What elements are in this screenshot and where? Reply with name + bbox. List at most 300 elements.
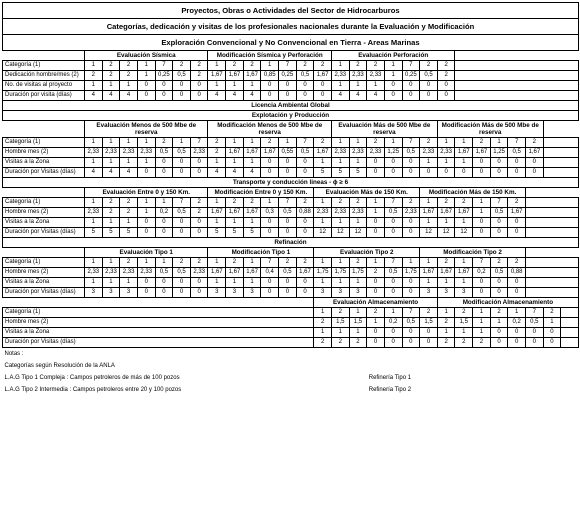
cell-almacenamiento-duracion: 2 [455, 338, 473, 348]
cell-explotacion-categoria: 2 [526, 138, 544, 148]
transporte-title: Transporte y conducción lineas - ϕ ≥ 6 [3, 178, 579, 188]
cell-transporte-categoria: 1 [261, 198, 279, 208]
cell-refinacion-categoria: 1 [402, 258, 420, 268]
empty-cell [526, 278, 579, 288]
cell-almacenamiento-categoria: 7 [402, 308, 420, 318]
cell-transporte-categoria: 7 [173, 198, 191, 208]
cell-refinacion-visitas: 0 [137, 278, 155, 288]
cell-exploracion-duracion: 4 [120, 91, 138, 101]
cell-transporte-visitas: 0 [296, 218, 314, 228]
row-label-almacenamiento-hombre: Hombre mes (2) [3, 318, 314, 328]
cell-explotacion-categoria: 1 [437, 138, 455, 148]
cell-transporte-categoria: 1 [367, 198, 385, 208]
cell-transporte-visitas: 1 [208, 218, 226, 228]
cell-exploracion-duracion: 0 [437, 91, 455, 101]
cell-almacenamiento-categoria: 2 [543, 308, 561, 318]
cell-refinacion-duracion: 3 [243, 288, 261, 298]
cell-transporte-duracion: 12 [349, 228, 367, 238]
cell-exploracion-duracion: 4 [367, 91, 385, 101]
cell-refinacion-hombre: 0,4 [261, 268, 279, 278]
cell-explotacion-visitas: 0 [508, 158, 526, 168]
cell-explotacion-categoria: 1 [490, 138, 508, 148]
cell-explotacion-duracion: 0 [420, 168, 438, 178]
cell-exploracion-duracion: 0 [384, 91, 402, 101]
cell-exploracion-dedicacion: 0,5 [296, 71, 314, 81]
cell-explotacion-duracion: 4 [226, 168, 244, 178]
cell-refinacion-hombre: 2 [367, 268, 385, 278]
header-eval-almacenamiento: Evaluación Almacenamiento [314, 298, 437, 308]
cell-refinacion-duracion: 3 [437, 288, 455, 298]
cell-exploracion-dedicacion: 2 [190, 71, 208, 81]
cell-exploracion-categoria: 7 [279, 61, 297, 71]
empty-cell [526, 218, 579, 228]
cell-refinacion-categoria: 1 [420, 258, 438, 268]
cell-almacenamiento-categoria: 1 [437, 308, 455, 318]
cell-transporte-categoria: 2 [437, 198, 455, 208]
cell-transporte-categoria: 1 [314, 198, 332, 208]
cell-refinacion-visitas: 0 [508, 278, 526, 288]
cell-transporte-visitas: 0 [261, 218, 279, 228]
cell-explotacion-hombre: 1,25 [384, 148, 402, 158]
cell-refinacion-duracion: 0 [190, 288, 208, 298]
cell-refinacion-categoria: 2 [437, 258, 455, 268]
cell-almacenamiento-duracion: 0 [384, 338, 402, 348]
cell-transporte-hombre: 0,88 [296, 208, 314, 218]
cell-refinacion-duracion: 0 [155, 288, 173, 298]
licencia-title: Licencia Ambiental Global [3, 101, 579, 111]
cell-transporte-visitas: 1 [120, 218, 138, 228]
row-label-explotacion-visitas: Visitas a la Zona [3, 158, 85, 168]
cell-refinacion-categoria: 7 [473, 258, 491, 268]
cell-transporte-visitas: 1 [314, 218, 332, 228]
header-eval-0-150: Evaluación Entre 0 y 150 Km. [85, 188, 208, 198]
cell-explotacion-hombre: 1,25 [490, 148, 508, 158]
cell-transporte-duracion: 12 [437, 228, 455, 238]
cell-refinacion-visitas: 0 [402, 278, 420, 288]
cell-explotacion-categoria: 2 [367, 138, 385, 148]
header-evaluacion-perforacion: Evaluación Perforación [331, 51, 454, 61]
sub-title: Categorías, dedicación y visitas de los profesionales nacionales durante la Evaluación y Modificación [3, 19, 579, 35]
cell-explotacion-duracion: 0 [473, 168, 491, 178]
cell-explotacion-categoria: 1 [455, 138, 473, 148]
cell-refinacion-visitas: 1 [437, 278, 455, 288]
cell-explotacion-hombre: 2,33 [420, 148, 438, 158]
cell-explotacion-hombre: 1,67 [261, 148, 279, 158]
cell-explotacion-visitas: 1 [420, 158, 438, 168]
cell-almacenamiento-visitas: 0 [526, 328, 544, 338]
cell-explotacion-categoria: 1 [279, 138, 297, 148]
empty-cell [455, 71, 579, 81]
cell-explotacion-categoria: 2 [473, 138, 491, 148]
cell-refinacion-visitas: 1 [420, 278, 438, 288]
cell-almacenamiento-visitas: 1 [437, 328, 455, 338]
cell-explotacion-visitas: 0 [490, 158, 508, 168]
cell-explotacion-categoria: 1 [137, 138, 155, 148]
row-label-almacenamiento-visitas: Visitas a la Zona [3, 328, 314, 338]
cell-explotacion-hombre: 2,33 [190, 148, 208, 158]
cell-refinacion-hombre: 2,33 [102, 268, 120, 278]
cell-explotacion-categoria: 7 [508, 138, 526, 148]
cell-explotacion-hombre: 2,33 [102, 148, 120, 158]
cell-refinacion-visitas: 1 [85, 278, 103, 288]
cell-refinacion-hombre: 1,75 [402, 268, 420, 278]
cell-almacenamiento-visitas: 0 [402, 328, 420, 338]
cell-explotacion-duracion: 0 [437, 168, 455, 178]
cell-refinacion-duracion: 0 [367, 288, 385, 298]
cell-refinacion-hombre: 0,88 [508, 268, 526, 278]
cell-almacenamiento-categoria: 2 [490, 308, 508, 318]
cell-refinacion-duracion: 0 [508, 288, 526, 298]
cell-explotacion-hombre: 1,67 [243, 148, 261, 158]
cell-explotacion-categoria: 1 [331, 138, 349, 148]
cell-refinacion-categoria: 1 [455, 258, 473, 268]
cell-exploracion-duracion: 0 [314, 91, 332, 101]
cell-refinacion-visitas: 0 [279, 278, 297, 288]
cell-exploracion-visitas: 1 [226, 81, 244, 91]
empty-cell [526, 258, 579, 268]
cell-transporte-visitas: 1 [455, 218, 473, 228]
cell-refinacion-duracion: 0 [173, 288, 191, 298]
cell-almacenamiento-categoria: 1 [384, 308, 402, 318]
cell-exploracion-duracion: 4 [208, 91, 226, 101]
cell-refinacion-duracion: 0 [279, 288, 297, 298]
cell-exploracion-visitas: 1 [102, 81, 120, 91]
cell-explotacion-visitas: 1 [243, 158, 261, 168]
cell-almacenamiento-duracion: 2 [437, 338, 455, 348]
cell-transporte-duracion: 5 [226, 228, 244, 238]
cell-transporte-hombre: 1 [473, 208, 491, 218]
cell-explotacion-hombre: 0,5 [155, 148, 173, 158]
cell-transporte-hombre: 0,5 [173, 208, 191, 218]
cell-explotacion-duracion: 4 [208, 168, 226, 178]
cell-transporte-duracion: 5 [85, 228, 103, 238]
cell-transporte-hombre: 1,67 [208, 208, 226, 218]
cell-refinacion-hombre: 0,2 [473, 268, 491, 278]
cell-almacenamiento-duracion: 0 [508, 338, 526, 348]
cell-explotacion-hombre: 2,33 [437, 148, 455, 158]
cell-transporte-visitas: 1 [331, 218, 349, 228]
header-eval-mas-500: Evaluación Más de 500 Mbe de reserva [331, 121, 437, 138]
empty-cell [526, 228, 579, 238]
cell-almacenamiento-duracion: 0 [543, 338, 561, 348]
cell-explotacion-visitas: 0 [261, 158, 279, 168]
cell-explotacion-categoria: 1 [120, 138, 138, 148]
cell-exploracion-categoria: 1 [331, 61, 349, 71]
cell-transporte-categoria: 1 [85, 198, 103, 208]
cell-explotacion-hombre: 2,33 [367, 148, 385, 158]
cell-refinacion-visitas: 0 [155, 278, 173, 288]
row-label-almacenamiento-categoria: Categoría (1) [3, 308, 314, 318]
cell-explotacion-categoria: 1 [243, 138, 261, 148]
row-label-explotacion-hombre: Hombre mes (2) [3, 148, 85, 158]
cell-exploracion-duracion: 0 [261, 91, 279, 101]
cell-refinacion-visitas: 0 [296, 278, 314, 288]
row-label-refinacion-hombre: Hombre mes (2) [3, 268, 85, 278]
cell-exploracion-dedicacion: 2 [102, 71, 120, 81]
cell-transporte-categoria: 1 [137, 198, 155, 208]
categories-table [2, 2, 579, 396]
cell-exploracion-duracion: 4 [102, 91, 120, 101]
cell-explotacion-duracion: 4 [85, 168, 103, 178]
cell-refinacion-categoria: 1 [208, 258, 226, 268]
cell-exploracion-duracion: 0 [173, 91, 191, 101]
row-label-explotacion-duracion: Duración por Visitas (días) [3, 168, 85, 178]
cell-refinacion-visitas: 1 [208, 278, 226, 288]
cell-exploracion-visitas: 0 [437, 81, 455, 91]
cell-refinacion-categoria: 7 [261, 258, 279, 268]
cell-exploracion-visitas: 0 [261, 81, 279, 91]
cell-exploracion-dedicacion: 0,5 [173, 71, 191, 81]
cell-almacenamiento-hombre: 0,2 [508, 318, 526, 328]
empty-cell [561, 318, 579, 328]
cell-explotacion-categoria: 2 [208, 138, 226, 148]
header-mod-mas-500: Modificación Más de 500 Mbe de reserva [437, 121, 543, 138]
cell-almacenamiento-visitas: 1 [473, 328, 491, 338]
cell-explotacion-categoria: 1 [349, 138, 367, 148]
cell-explotacion-hombre: 1,67 [455, 148, 473, 158]
cell-transporte-duracion: 5 [243, 228, 261, 238]
cell-transporte-visitas: 0 [279, 218, 297, 228]
cell-explotacion-visitas: 1 [455, 158, 473, 168]
cell-exploracion-visitas: 0 [279, 81, 297, 91]
cell-transporte-categoria: 7 [279, 198, 297, 208]
cell-almacenamiento-categoria: 2 [367, 308, 385, 318]
cell-explotacion-duracion: 5 [314, 168, 332, 178]
header-modificacion-sismica: Modificación Sísmica y Perforación [208, 51, 331, 61]
cell-exploracion-visitas: 0 [190, 81, 208, 91]
exploration-title: Exploración Convencional y No Convencional en Tierra - Areas Marinas [3, 35, 579, 51]
cell-explotacion-visitas: 0 [367, 158, 385, 168]
cell-explotacion-visitas: 1 [137, 158, 155, 168]
row-label-almacenamiento-duracion: Duración por Visitas (días) [3, 338, 314, 348]
cell-refinacion-visitas: 1 [349, 278, 367, 288]
cell-almacenamiento-categoria: 7 [526, 308, 544, 318]
cell-transporte-hombre: 1,67 [420, 208, 438, 218]
cell-transporte-duracion: 0 [508, 228, 526, 238]
cell-almacenamiento-visitas: 1 [314, 328, 332, 338]
cell-explotacion-visitas: 1 [85, 158, 103, 168]
cell-transporte-hombre: 0,5 [384, 208, 402, 218]
cell-exploracion-dedicacion: 0,25 [279, 71, 297, 81]
cell-explotacion-categoria: 1 [102, 138, 120, 148]
cell-refinacion-categoria: 1 [243, 258, 261, 268]
cell-refinacion-visitas: 0 [384, 278, 402, 288]
cell-explotacion-duracion: 0 [490, 168, 508, 178]
cell-explotacion-duracion: 5 [331, 168, 349, 178]
cell-refinacion-hombre: 1,75 [331, 268, 349, 278]
cell-refinacion-duracion: 3 [102, 288, 120, 298]
cell-explotacion-visitas: 1 [314, 158, 332, 168]
cell-almacenamiento-categoria: 1 [349, 308, 367, 318]
cell-refinacion-categoria: 2 [120, 258, 138, 268]
empty-cell [543, 138, 578, 148]
cell-transporte-hombre: 0,5 [279, 208, 297, 218]
note-lag-tipo-2: L.A.G Tipo 2 Intermedia : Campos petroleros entre 20 y 100 pozos [4, 386, 182, 393]
cell-transporte-duracion: 0 [296, 228, 314, 238]
cell-transporte-duracion: 5 [120, 228, 138, 238]
notes-label: Notas : [4, 350, 24, 357]
cell-refinacion-duracion: 3 [455, 288, 473, 298]
cell-refinacion-categoria: 2 [190, 258, 208, 268]
row-label-transporte-visitas: Visitas a la Zona [3, 218, 85, 228]
cell-explotacion-hombre: 2 [208, 148, 226, 158]
cell-explotacion-categoria: 2 [261, 138, 279, 148]
cell-transporte-visitas: 0 [137, 218, 155, 228]
cell-transporte-hombre: 1,67 [437, 208, 455, 218]
cell-transporte-hombre: 1,67 [243, 208, 261, 218]
cell-refinacion-duracion: 3 [331, 288, 349, 298]
cell-exploracion-categoria: 2 [367, 61, 385, 71]
cell-transporte-categoria: 2 [455, 198, 473, 208]
cell-exploracion-duracion: 0 [279, 91, 297, 101]
cell-almacenamiento-categoria: 2 [420, 308, 438, 318]
cell-explotacion-categoria: 2 [314, 138, 332, 148]
cell-exploracion-dedicacion: 2,33 [349, 71, 367, 81]
cell-exploracion-dedicacion: 2 [85, 71, 103, 81]
cell-almacenamiento-categoria: 1 [314, 308, 332, 318]
empty-cell [526, 208, 579, 218]
empty-cell [561, 338, 579, 348]
cell-exploracion-visitas: 1 [331, 81, 349, 91]
empty-cell [526, 268, 579, 278]
cell-refinacion-hombre: 0,5 [279, 268, 297, 278]
cell-transporte-duracion: 0 [367, 228, 385, 238]
cell-transporte-categoria: 2 [349, 198, 367, 208]
cell-almacenamiento-hombre: 0,5 [402, 318, 420, 328]
cell-refinacion-categoria: 2 [349, 258, 367, 268]
cell-exploracion-dedicacion: 1,67 [314, 71, 332, 81]
cell-refinacion-duracion: 0 [261, 288, 279, 298]
cell-explotacion-visitas: 0 [473, 158, 491, 168]
cell-explotacion-visitas: 0 [173, 158, 191, 168]
cell-exploracion-duracion: 0 [137, 91, 155, 101]
cell-explotacion-hombre: 2,33 [85, 148, 103, 158]
cell-explotacion-categoria: 2 [155, 138, 173, 148]
cell-explotacion-visitas: 0 [155, 158, 173, 168]
cell-almacenamiento-duracion: 0 [490, 338, 508, 348]
cell-almacenamiento-duracion: 0 [526, 338, 544, 348]
cell-transporte-categoria: 1 [473, 198, 491, 208]
cell-almacenamiento-visitas: 0 [508, 328, 526, 338]
cell-explotacion-visitas: 1 [102, 158, 120, 168]
cell-transporte-hombre: 2 [102, 208, 120, 218]
cell-exploracion-dedicacion: 2 [437, 71, 455, 81]
row-label-explotacion-categoria: Categoría (1) [3, 138, 85, 148]
cell-refinacion-categoria: 1 [155, 258, 173, 268]
cell-refinacion-visitas: 1 [455, 278, 473, 288]
cell-transporte-visitas: 0 [155, 218, 173, 228]
cell-refinacion-categoria: 1 [367, 258, 385, 268]
cell-exploracion-dedicacion: 0,25 [155, 71, 173, 81]
cell-refinacion-duracion: 3 [420, 288, 438, 298]
cell-refinacion-categoria: 2 [279, 258, 297, 268]
cell-explotacion-duracion: 0 [137, 168, 155, 178]
header-mod-tipo-1: Modificación Tipo 1 [208, 248, 314, 258]
cell-explotacion-hombre: 1,67 [526, 148, 544, 158]
cell-refinacion-visitas: 1 [102, 278, 120, 288]
cell-explotacion-duracion: 4 [102, 168, 120, 178]
cell-exploracion-categoria: 1 [208, 61, 226, 71]
cell-refinacion-categoria: 1 [102, 258, 120, 268]
cell-exploracion-categoria: 2 [243, 61, 261, 71]
header-evaluacion-sismica: Evaluación Sísmica [85, 51, 208, 61]
cell-exploracion-visitas: 1 [367, 81, 385, 91]
cell-explotacion-hombre: 1,67 [473, 148, 491, 158]
cell-exploracion-dedicacion: 1 [137, 71, 155, 81]
cell-refinacion-duracion: 3 [85, 288, 103, 298]
cell-exploracion-visitas: 1 [243, 81, 261, 91]
header-eval-tipo-2: Evaluación Tipo 2 [314, 248, 420, 258]
cell-transporte-visitas: 1 [85, 218, 103, 228]
empty-cell [455, 81, 579, 91]
cell-refinacion-duracion: 0 [490, 288, 508, 298]
cell-explotacion-duracion: 4 [120, 168, 138, 178]
header-eval-tipo-1: Evaluación Tipo 1 [85, 248, 208, 258]
cell-exploracion-dedicacion: 1,67 [226, 71, 244, 81]
cell-exploracion-categoria: 2 [190, 61, 208, 71]
cell-refinacion-duracion: 0 [473, 288, 491, 298]
row-label-transporte-duracion: Duración por Visitas (días) [3, 228, 85, 238]
header-eval-menos-500: Evaluación Menos de 500 Mbe de reserva [85, 121, 208, 138]
cell-transporte-hombre: 1,67 [508, 208, 526, 218]
cell-transporte-categoria: 2 [331, 198, 349, 208]
cell-refinacion-hombre: 0,5 [155, 268, 173, 278]
cell-exploracion-duracion: 0 [190, 91, 208, 101]
cell-exploracion-categoria: 1 [137, 61, 155, 71]
cell-transporte-visitas: 0 [490, 218, 508, 228]
header-mod-almacenamiento: Modificación Almacenamiento [437, 298, 578, 308]
cell-transporte-duracion: 0 [279, 228, 297, 238]
cell-transporte-visitas: 0 [473, 218, 491, 228]
cell-exploracion-dedicacion: 0,5 [420, 71, 438, 81]
cell-explotacion-duracion: 0 [384, 168, 402, 178]
cell-exploracion-dedicacion: 1,67 [243, 71, 261, 81]
cell-refinacion-visitas: 0 [490, 278, 508, 288]
note-refineria-tipo-1: Refinería Tipo 1 [368, 374, 412, 381]
cell-exploracion-dedicacion: 0,25 [402, 71, 420, 81]
cell-refinacion-hombre: 1,67 [226, 268, 244, 278]
cell-exploracion-categoria: 2 [437, 61, 455, 71]
header-eval-mas-150: Evaluación Más de 150 Km. [314, 188, 420, 198]
cell-refinacion-hombre: 1,75 [314, 268, 332, 278]
cell-refinacion-hombre: 1,67 [437, 268, 455, 278]
cell-transporte-hombre: 2,33 [85, 208, 103, 218]
cell-explotacion-visitas: 0 [402, 158, 420, 168]
cell-exploracion-categoria: 7 [155, 61, 173, 71]
cell-almacenamiento-categoria: 1 [473, 308, 491, 318]
cell-almacenamiento-duracion: 2 [473, 338, 491, 348]
cell-refinacion-hombre: 1,67 [296, 268, 314, 278]
cell-almacenamiento-duracion: 0 [402, 338, 420, 348]
cell-almacenamiento-visitas: 0 [543, 328, 561, 338]
cell-refinacion-hombre: 1,67 [243, 268, 261, 278]
cell-explotacion-categoria: 1 [226, 138, 244, 148]
cell-almacenamiento-hombre: 1,5 [420, 318, 438, 328]
empty-cell [543, 148, 578, 158]
cell-exploracion-duracion: 0 [402, 91, 420, 101]
row-label-refinacion-duracion: Duración por Visitas (días) [3, 288, 85, 298]
cell-refinacion-hombre: 2,33 [120, 268, 138, 278]
empty-cell [561, 328, 579, 338]
cell-explotacion-visitas: 1 [331, 158, 349, 168]
cell-almacenamiento-categoria: 2 [331, 308, 349, 318]
cell-explotacion-visitas: 1 [437, 158, 455, 168]
cell-exploracion-categoria: 1 [384, 61, 402, 71]
cell-explotacion-hombre: 0,5 [508, 148, 526, 158]
cell-refinacion-duracion: 3 [349, 288, 367, 298]
cell-transporte-categoria: 2 [190, 198, 208, 208]
cell-almacenamiento-hombre: 2 [314, 318, 332, 328]
